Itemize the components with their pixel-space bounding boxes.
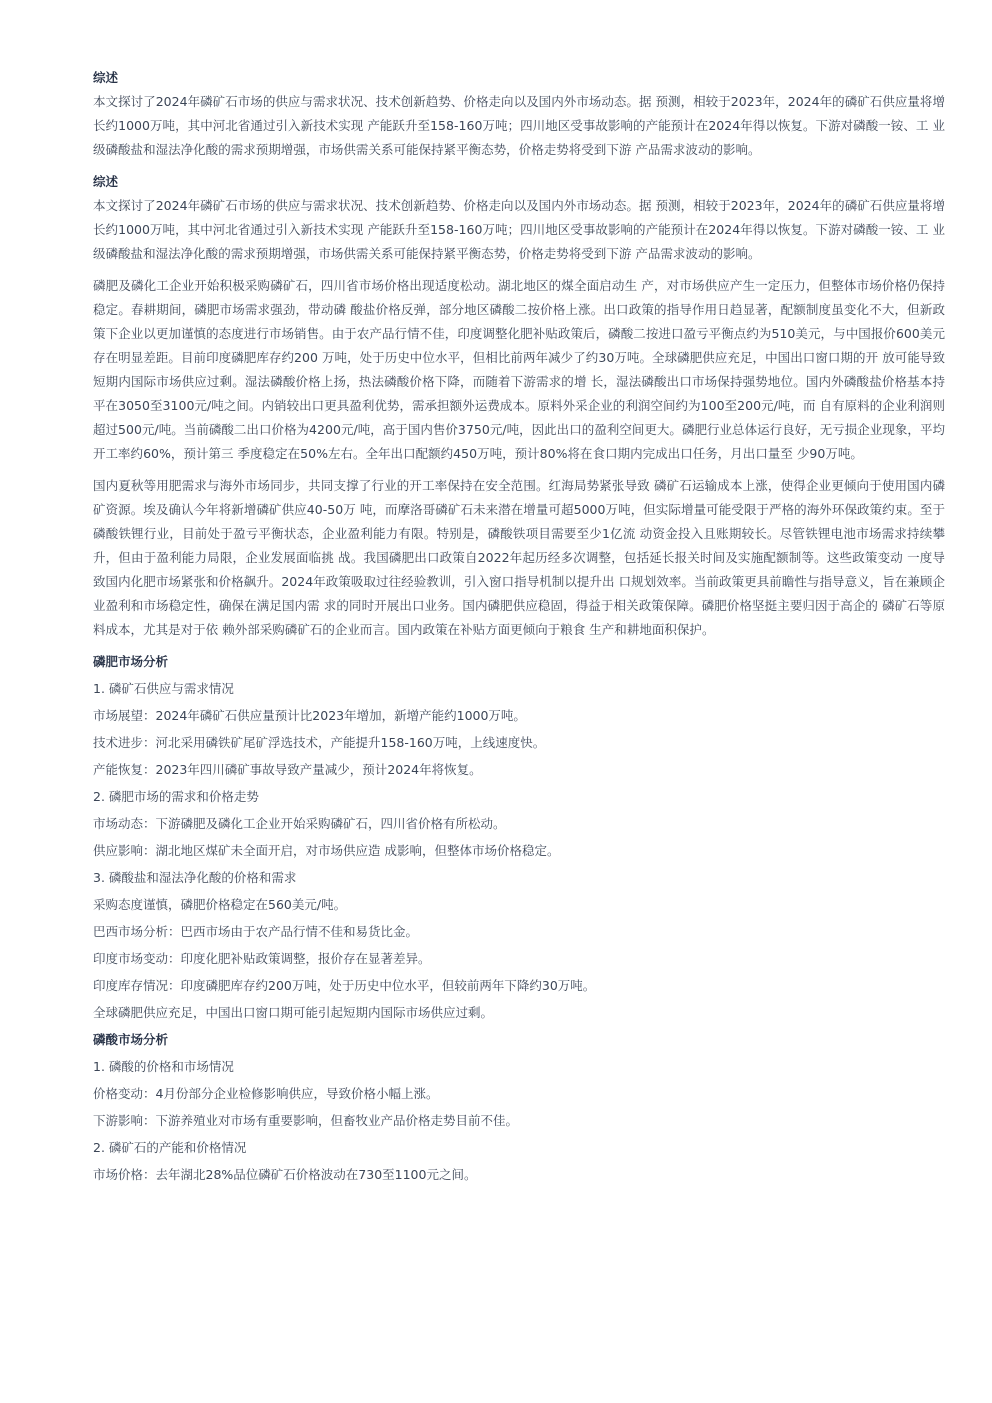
fertilizer-item: 3. 磷酸盐和湿法净化酸的价格和需求 [93, 870, 297, 885]
fertilizer-item: 全球磷肥供应充足，中国出口窗口期可能引起短期内国际市场供应过剩。 [93, 1005, 494, 1020]
summary-section-1 [93, 66, 945, 162]
body-paragraph-1: 磷肥及磷化工企业开始积极采购磷矿石，四川省市场价格出现适度松动。湖北地区的煤全面启动生 产，对市场供应产生一定压力，但整体市场价格仍保持稳定。春耕期间，磷肥市场需求强劲，带动磷 酸盐价格反弹，部分地区磷酸二按价格上涨。出口政策的指导作用日趋显著，配额制度虽变化不大，但新政策下企业以更加谨慎的态度进行市场销售。由于农产品行情不佳，印度调整化肥补贴政策后，磷酸二按进口盈亏平衡点约为510美元，与中国报价600美元存在明显差距。目前印度磷肥库存约200 万吨，处于历史中位水平，但相比前两年减少了约30万吨。全球磷肥供应充足，中国出口窗口期的开 放可能导致短期内国际市场供应过剩。湿法磷酸价格上扬，热法磷酸价格下降，而随着下游需求的增 长，湿法磷酸出口市场保持强势地位。国内外磷酸盐价格基本持平在3050至3100元/吨之间。内销较出口更具盈利优势，需承担额外运费成本。原料外采企业的利润空间约为100至200元/吨，而 自有原料的企业利润则超过500元/吨。当前磷酸二出口价格为4200元/吨，高于国内售价3750元/吨，因此出口的盈利空间更大。磷肥行业总体运行良好，无亏损企业现象，平均开工率约60%，预计第三 季度稳定在50%左右。全年出口配额约450万吨，预计80%将在食口期内完成出口任务，月出口量至 少90万吨。 [93, 278, 945, 461]
phosphoric-heading: 磷酸市场分析 [93, 1032, 169, 1047]
fertilizer-item: 市场展望：2024年磷矿石供应量预计比2023年增加，新增产能约1000万吨。 [93, 708, 526, 723]
body-paragraph-2: 国内夏秋等用肥需求与海外市场同步，共同支撑了行业的开工率保持在安全范围。红海局势紧张导致 磷矿石运输成本上涨，使得企业更倾向于使用国内磷矿资源。埃及确认今年将新增磷矿供应40-50万 吨，而摩洛哥磷矿石未来潜在增量可超5000万吨，但实际增量可能受限于严格的海外环保政策约束。至于磷酸铁锂行业，目前处于盈亏平衡状态，企业盈利能力有限。特别是，磷酸铁项目需要至少1亿流 动资金投入且账期较长。尽管铁锂电池市场需求持续攀升，但由于盈利能力局限，企业发展面临挑 战。我国磷肥出口政策自2022年起历经多次调整，包括延长报关时间及实施配额制等。这些政策变动 一度导致国内化肥市场紧张和价格飙升。2024年政策吸取过往经验教训，引入窗口指导机制以提升出 口规划效率。当前政策更具前瞻性与指导意义，旨在兼顾企业盈利和市场稳定性，确保在满足国内需 求的同时开展出口业务。国内磷肥供应稳固，得益于相关政策保障。磷肥价格坚挺主要归因于高企的 磷矿石等原料成本，尤其是对于依 赖外部采购磷矿石的企业而言。国内政策在补贴方面更倾向于粮食 生产和耕地面积保护。 [93, 478, 945, 637]
phosphoric-item: 2. 磷矿石的产能和价格情况 [93, 1140, 247, 1155]
fertilizer-item: 1. 磷矿石供应与需求情况 [93, 681, 234, 696]
fertilizer-item: 印度市场变动：印度化肥补贴政策调整，报价存在显著差异。 [93, 951, 431, 966]
fertilizer-analysis-section [93, 650, 945, 1025]
summary-heading-1: 综述 [93, 70, 119, 85]
summary-heading-2: 综述 [93, 174, 119, 189]
phosphoric-item: 1. 磷酸的价格和市场情况 [93, 1059, 234, 1074]
fertilizer-item: 巴西市场分析：巴西市场由于农产品行情不佳和易货比金。 [93, 924, 419, 939]
fertilizer-item: 产能恢复：2023年四川磷矿事故导致产量减少，预计2024年将恢复。 [93, 762, 482, 777]
fertilizer-item: 供应影响：湖北地区煤矿未全面开启，对市场供应造 成影响，但整体市场价格稳定。 [93, 843, 560, 858]
document-page [93, 66, 945, 1190]
phosphoric-item: 价格变动：4月份部分企业检修影响供应，导致价格小幅上涨。 [93, 1086, 439, 1101]
fertilizer-item: 技术进步：河北采用磷铁矿尾矿浮选技术，产能提升158-160万吨，上线速度快。 [93, 735, 546, 750]
fertilizer-item: 2. 磷肥市场的需求和价格走势 [93, 789, 259, 804]
summary-section-2 [93, 170, 945, 266]
fertilizer-item: 市场动态：下游磷肥及磷化工企业开始采购磷矿石，四川省价格有所松动。 [93, 816, 506, 831]
phosphoric-item: 市场价格：去年湖北28%品位磷矿石价格波动在730至1100元之间。 [93, 1167, 477, 1182]
fertilizer-item: 采购态度谨慎，磷肥价格稳定在560美元/吨。 [93, 897, 347, 912]
phosphoric-acid-analysis-section [93, 1028, 945, 1187]
summary-paragraph-1: 本文探讨了2024年磷矿石市场的供应与需求状况、技术创新趋势、价格走向以及国内外市场动态。据 预测，相较于2023年，2024年的磷矿石供应量将增长约1000万吨，其中河北省通过引入新技术实现 产能跃升至158-160万吨；四川地区受事故影响的产能预计在2024年得以恢复。下游对磷酸一铵、工 业级磷酸盐和湿法净化酸的需求预期增强，市场供需关系可能保持紧平衡态势，价格走势将受到下游 产品需求波动的影响。 [93, 94, 945, 157]
fertilizer-heading: 磷肥市场分析 [93, 654, 169, 669]
fertilizer-item: 印度库存情况：印度磷肥库存约200万吨，处于历史中位水平，但较前两年下降约30万吨。 [93, 978, 596, 993]
summary-paragraph-2: 本文探讨了2024年磷矿石市场的供应与需求状况、技术创新趋势、价格走向以及国内外市场动态。据 预测，相较于2023年，2024年的磷矿石供应量将增长约1000万吨，其中河北省通过引入新技术实现 产能跃升至158-160万吨；四川地区受事故影响的产能预计在2024年得以恢复。下游对磷酸一铵、工 业级磷酸盐和湿法净化酸的需求预期增强，市场供需关系可能保持紧平衡态势，价格走势将受到下游 产品需求波动的影响。 [93, 198, 945, 261]
phosphoric-item: 下游影响：下游养殖业对市场有重要影响，但畜牧业产品价格走势目前不佳。 [93, 1113, 519, 1128]
